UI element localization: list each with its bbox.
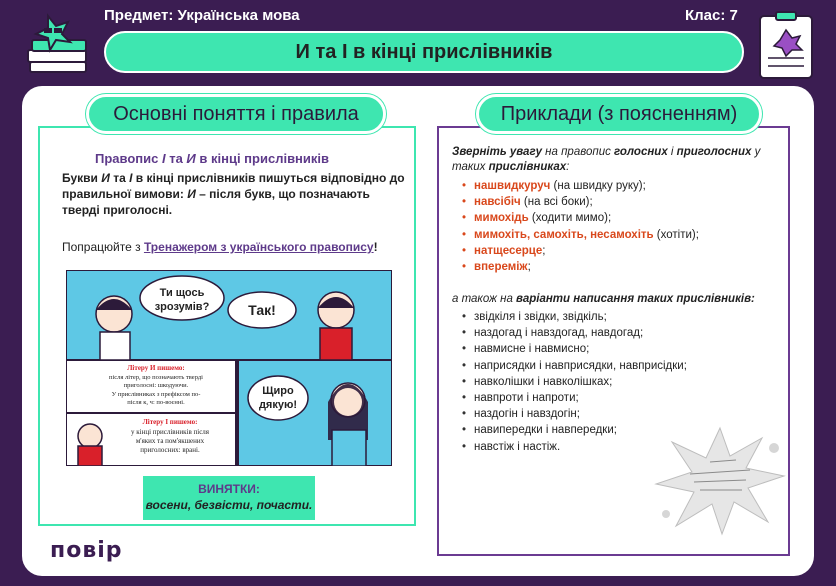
list-item: • навпроти і напроти; [462, 390, 782, 406]
bubble-3b: дякую! [258, 399, 298, 411]
rule-title: Правопис І та И в кінці прислівників [95, 151, 330, 166]
rule-text: Букви И та І в кінці прислівників пишуться відповідно до правильної вимови: И – після букв, що позначають тверді приголосні. [62, 171, 405, 217]
subject-label: Предмет: Українська мова [104, 7, 300, 24]
examples-intro: Зверніть увагу на правопис голосних і приголосних у таких прислівниках: [452, 146, 761, 173]
list-item: • навмисне і навмисно; [462, 341, 782, 357]
variants-intro: а також на варіанти написання таких прислівників: [452, 293, 755, 305]
examples-heading: Приклади (з поясненням) [476, 94, 762, 134]
note-1-line-1: після літер, що позначають тверді [109, 374, 203, 381]
list-item: • навипередки і навпередки; [462, 422, 782, 438]
list-item: • нашвидкуруч (на швидку руку); [462, 178, 782, 194]
list-item: • впереміж; [462, 259, 782, 275]
note-2-line-1: у кінці прислівників після [130, 428, 210, 436]
brand-logo: повір [50, 538, 123, 563]
note-2-title: Літеру І пишемо: [142, 418, 198, 426]
list-item: • натщесерце; [462, 243, 782, 259]
note-1-line-2: приголосні: шкодуючи. [123, 382, 189, 389]
exceptions-words: восени, безвісти, почасти. [145, 498, 313, 512]
list-item: • наприсядки і навприсядки, навприсідки; [462, 358, 782, 374]
books-sticker-icon [22, 10, 94, 82]
list-item: • наздогад і навздогад, навдогад; [462, 325, 782, 341]
list-item: • навстіж і настіж. [462, 439, 782, 455]
exceptions-box [143, 476, 315, 520]
note-1-title: Літеру И пишемо: [127, 364, 185, 372]
note-2-line-2: м'яких та пом'якшених [135, 437, 205, 445]
note-2-line-3: приголосних: врані. [140, 446, 200, 454]
list-item: • наздогін і навздогін; [462, 406, 782, 422]
list-item: • звідкіля і звідки, звідкіль; [462, 309, 782, 325]
list-item: • мимохіть, самохіть, несамохіть (хотіти); [462, 227, 782, 243]
bubble-3: Щиро [262, 385, 294, 397]
note-1-line-4: після к, ч: по-воєнні. [127, 399, 185, 406]
note-1-line-3: У прислівниках з префіксом по- [111, 391, 201, 398]
bubble-1: Ти щось [159, 287, 205, 299]
page-title: И та І в кінці прислівників [104, 31, 744, 73]
grade-label: Клас: 7 [685, 7, 738, 24]
word-cloud-splat-icon [650, 418, 790, 538]
list-item: • мимохідь (ходити мимо); [462, 210, 782, 226]
comic-illustration [66, 270, 392, 466]
exceptions-title: ВИНЯТКИ: [198, 482, 260, 496]
trainer-line: Попрацюйте з Тренажером з українського правопису! [62, 240, 378, 254]
list-item: • навсібіч (на всі боки); [462, 194, 782, 210]
clipboard-sticker-icon [752, 8, 820, 82]
bubble-2: Так! [248, 302, 276, 318]
list-item: • навколішки і навколішках; [462, 374, 782, 390]
trainer-link[interactable]: Тренажером з українського правопису [143, 240, 374, 254]
rules-heading: Основні поняття і правила [86, 94, 386, 134]
adverb-list [462, 178, 782, 275]
bubble-1b: зрозумів? [154, 301, 210, 313]
top-bar [0, 0, 836, 90]
